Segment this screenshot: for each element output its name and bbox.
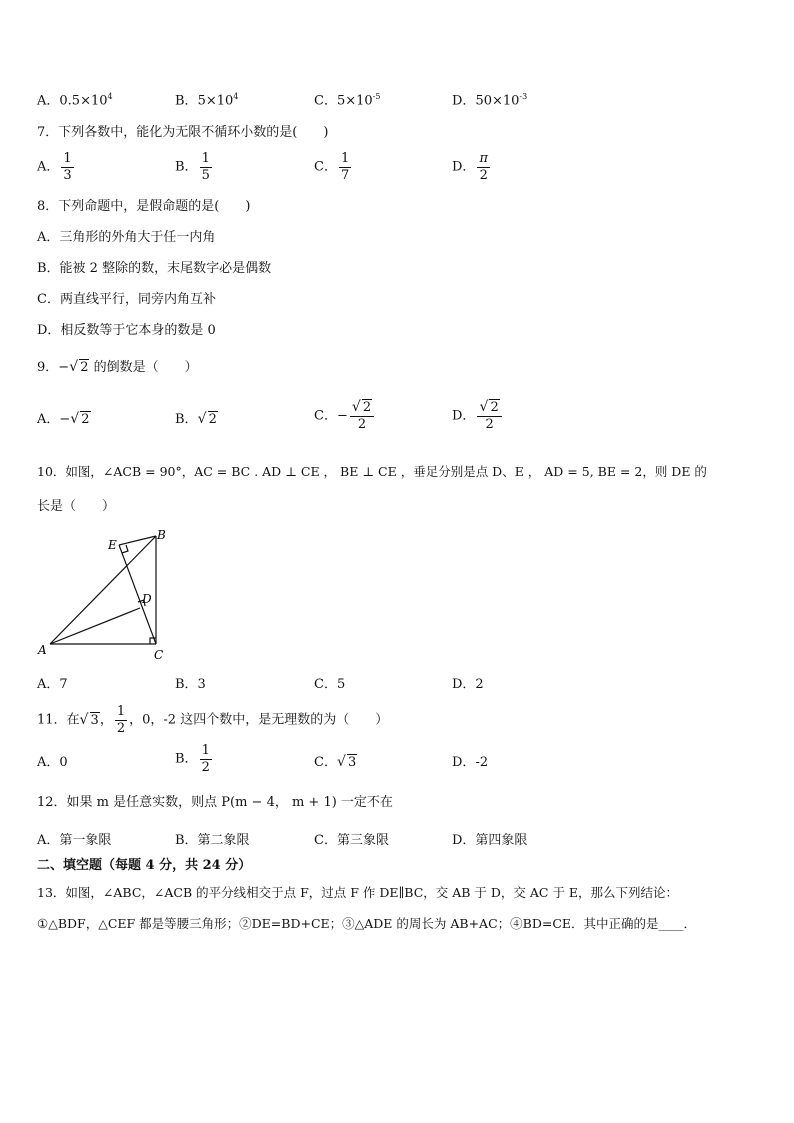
q10-stem-line1: 10．如图，∠ACB = 90°，AC = BC . AD ⊥ CE ， BE ⊥ CE ，垂足分别是点 D、E ， AD = 5, BE = 2，则 DE 的 <box>37 464 707 479</box>
q11-stem: 11．在 √ 3， $\frac{1}{2}$ ，0，-2 这四个数中，是无理数的为（ ） <box>37 704 389 736</box>
q7-option-c: C． $\frac{1}{7}$ <box>314 151 350 183</box>
q10-option-d: D．2 <box>452 677 484 692</box>
q9-option-b: B． √ 2 <box>175 411 217 427</box>
q12-option-d: D．第四象限 <box>452 833 528 848</box>
q10-option-a: A．7 <box>37 677 68 692</box>
label-d: D <box>142 592 152 606</box>
q13-line1: 13．如图，∠ABC，∠ACB 的平分线相交于点 F，过点 F 作 DE∥BC，交 AB 于 D，交 AC 于 E，那么下列结论： <box>37 885 679 900</box>
q10-option-b: B．3 <box>175 677 206 692</box>
q9-stem: 9．− √ 2 的倒数是（ ） <box>37 359 198 375</box>
q11-option-b: B． $\frac{1}{2}$ <box>175 743 210 775</box>
q11-option-a: A．0 <box>37 755 68 770</box>
segment-ab <box>50 536 156 644</box>
q13-line2: ①△BDF，△CEF 都是等腰三角形；②DE=BD+CE；③△ADE 的周长为 AB+AC；④BD=CE．其中正确的是____． <box>37 916 697 931</box>
q6-option-a: A．$0.5\times 10^4$ <box>37 92 113 109</box>
segment-eb <box>119 536 156 545</box>
q8-option-b: B．能被 2 整除的数，末尾数字必是偶数 <box>37 261 272 276</box>
q7-option-b: B． $\frac{1}{5}$ <box>175 151 210 183</box>
q12-option-c: C．第三象限 <box>314 833 389 848</box>
q9-option-a: A．− √ 2 <box>37 411 90 427</box>
q12-option-a: A．第一象限 <box>37 833 112 848</box>
q12-option-b: B．第二象限 <box>175 833 250 848</box>
q7-option-d: D． $\frac{\pi}{2}$ <box>452 151 488 183</box>
section-heading-fill-in: 二、填空题（每题 4 分，共 24 分） <box>37 858 252 873</box>
label-e: E <box>108 538 117 552</box>
q8-option-d: D．相反数等于它本身的数是 0 <box>37 323 216 338</box>
label-c: C <box>154 648 164 662</box>
q6-option-d: D．$50\times 10^{-3}$ <box>452 92 528 109</box>
right-angle-e <box>122 545 128 553</box>
label-b: B <box>157 528 166 542</box>
q10-figure <box>34 525 174 665</box>
q10-option-c: C．5 <box>314 677 346 692</box>
q11-option-c: C． √ 3 <box>314 754 357 770</box>
q8-option-a: A．三角形的外角大于任一内角 <box>37 230 216 245</box>
q9-option-c: C．− √ 2 2 <box>314 400 376 433</box>
q7-option-a: A． $\frac{1}{3}$ <box>37 151 72 183</box>
q12-stem: 12．如果 m 是任意实数，则点 P(m − 4， m + 1) 一定不在 <box>37 795 393 810</box>
q8-option-c: C．两直线平行，同旁内角互补 <box>37 292 216 307</box>
segment-ad <box>50 608 140 644</box>
label-a: A <box>38 643 47 657</box>
q9-option-d: D． √ 2 2 <box>452 400 504 433</box>
q6-option-b: B．$5\times 10^4$ <box>175 92 239 109</box>
q7-stem: 7．下列各数中，能化为无限不循环小数的是( ) <box>37 125 329 140</box>
q8-stem: 8．下列命题中，是假命题的是( ) <box>37 199 251 214</box>
q11-option-d: D．-2 <box>452 755 489 770</box>
q10-stem-line2: 长是（ ） <box>37 499 116 514</box>
q6-option-c: C．$5\times 10^{-5}$ <box>314 92 381 109</box>
